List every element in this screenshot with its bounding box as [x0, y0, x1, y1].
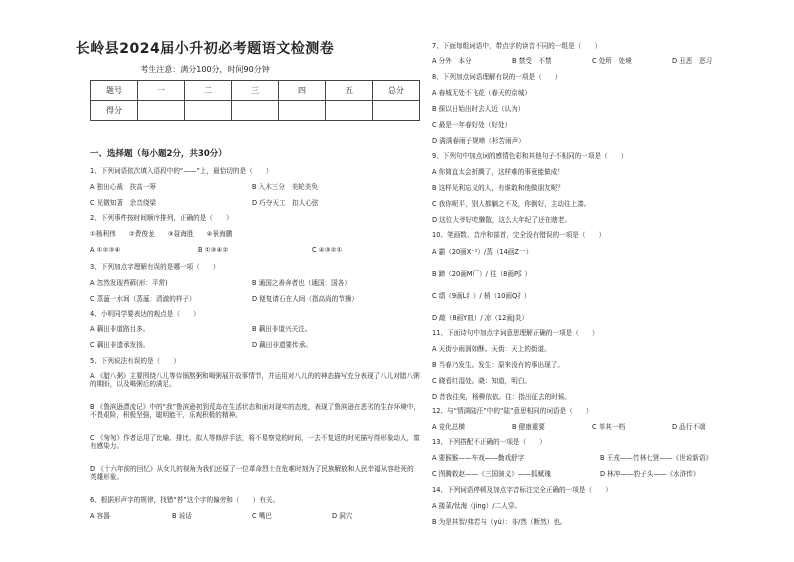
- question-2: 2、下列事件按时间顺序排列，正确的是（ ）: [90, 214, 233, 222]
- score-table: [90, 80, 420, 121]
- option[interactable]: B 探以日始出时去人近（认为）: [432, 105, 525, 113]
- option[interactable]: A 容器: [90, 512, 110, 520]
- option[interactable]: C 图腾救赵——《三国演义》——狐赋瑰: [432, 470, 551, 478]
- option[interactable]: C 《匆匆》作者运用了比喻、排比、拟人等修辞手法，将不易察觉的时间，一去不复返的时光描写得形象动人，富有感染力。: [90, 434, 420, 450]
- score-input-cell[interactable]: [138, 101, 185, 121]
- option[interactable]: D 这位大爷好吃懒散，这么大年纪了还在瞎老。: [432, 216, 572, 224]
- option[interactable]: C 单其一档: [592, 423, 626, 431]
- question-8: 8、下列加点词语理解有误的一项是（ ）: [432, 73, 562, 81]
- option[interactable]: A 春城无处不飞花（春天的京城）: [432, 89, 531, 97]
- table-cell: 总分: [373, 81, 420, 101]
- option[interactable]: D 敲（8画Y⽫）/ 凉（12画J炎）: [432, 314, 528, 322]
- score-input-cell[interactable]: [373, 101, 420, 121]
- option[interactable]: A ①②③④: [90, 246, 121, 254]
- option[interactable]: A 要猴猴——车戏——勤戏舒字: [432, 454, 525, 462]
- option[interactable]: B 禁受 不禁: [512, 57, 552, 65]
- section-heading: 一、选择题（每小题2分，共30分）: [90, 149, 227, 159]
- question-7: 7、下面每组词语中，带点字的读音不同的一组是（ ）: [432, 42, 602, 50]
- option[interactable]: D 《十六年前的回忆》从女儿的视角为我们还原了一位革命烈士在危难时刻为了民族解放和人民幸福从容赴死的英雄形象。: [90, 465, 414, 481]
- option[interactable]: D 丑恶 恶习: [672, 57, 713, 65]
- exam-notice: 考生注意：满分100分，时间90分钟: [140, 65, 270, 74]
- table-cell: 五: [326, 81, 373, 101]
- question-11: 11、下面诗句中加点字词意思理解正确的一项是（ ）: [432, 329, 599, 337]
- option[interactable]: B 健康重要: [512, 423, 545, 431]
- table-row: [91, 81, 420, 101]
- exam-title: 长岭县2024届小升初必考题语文检测卷: [75, 41, 335, 57]
- option[interactable]: A 霸（20画X⁻¹）/蒸（14画Z⁻⁻）: [432, 248, 533, 256]
- option[interactable]: D 洞穴: [332, 512, 353, 520]
- question-6: 6、根据形声字的规律，找错“苔”这个字的偏旁和（ ）有关。: [90, 496, 280, 504]
- option[interactable]: D 满满春雨子规啼（杉苦雨声）: [432, 137, 525, 145]
- table-cell: 题号: [91, 81, 138, 101]
- option[interactable]: B ①③④②: [198, 246, 229, 254]
- question-5: 5、下列说法有误的是（ ）: [90, 357, 180, 365]
- option[interactable]: D 巧夺天工 扣人心弦: [252, 199, 319, 207]
- option[interactable]: B 为是其智/弗若与（yú）：非/然（断然）也。: [432, 518, 567, 526]
- option[interactable]: A 藕田非道路目多。: [90, 325, 150, 333]
- option[interactable]: A 《腊八粥》主要围绕八儿等待锅熬粥和喝粥展开故事情节，并运用对八儿的的神态描写充分表现了八儿对腊八粥的期盼，以及喝粥后的满足。: [90, 372, 420, 388]
- option[interactable]: C ④③②①: [312, 246, 343, 254]
- question-10: 10、笔画数、音序和部首，完全没有错误的一项是（ ）: [432, 231, 606, 239]
- option[interactable]: B 蹄（20画M厂）/ 往（8画P⻖）: [432, 270, 532, 278]
- option[interactable]: A 分外 本分: [432, 57, 472, 65]
- question-12: 12、与“情满陆汪”中的“陆”意思相同的词语是（ ）: [432, 407, 593, 415]
- option[interactable]: D 便复请石在人间（指高尚的节操）: [252, 295, 359, 303]
- option[interactable]: B 通国之善奔者也（通国：国各）: [252, 279, 351, 287]
- option[interactable]: C 蒸蕰一水间（蒸蕰：清澈的样子）: [90, 295, 196, 303]
- option[interactable]: A 忽然发现苔藓(形：平常): [90, 279, 168, 287]
- option[interactable]: C 藕田非遗承发扬。: [90, 341, 150, 349]
- question-2-stem: ①杨利伟 ②费俊龙 ③聂海胜 ④景海鹏: [90, 230, 233, 238]
- option[interactable]: B 这样见利忘义的人，有谁敢和他做朋友呢？: [432, 184, 564, 192]
- option[interactable]: C 最是一年春好处（好处）: [432, 121, 512, 129]
- option[interactable]: B 说话: [172, 512, 192, 520]
- question-13: 13、下列搭配不正确的一项是（ ）: [432, 438, 546, 446]
- table-cell: 得分: [91, 101, 138, 121]
- table-row: [91, 101, 420, 121]
- score-input-cell[interactable]: [185, 101, 232, 121]
- option[interactable]: C 我你呢平，别人都躺之不及，你倒好，主动往上凑。: [432, 200, 591, 208]
- option[interactable]: D 昔我往矣，杨柳依依。往：指出征去的时候。: [432, 393, 572, 401]
- option[interactable]: C 绩（9画L纟）/ 梢（10画Q扌）: [432, 292, 531, 300]
- question-4: 4、小明同学要表达的观点是（ ）: [90, 310, 200, 318]
- option[interactable]: A 搂菜/钛海（jing）/二人穿。: [432, 502, 522, 510]
- question-3: 3、下列加点字理解有误的是哪一项（ ）: [90, 263, 220, 271]
- question-14: 14、下列词语停顿及加点字音标注完全正确的一项是（ ）: [432, 486, 612, 494]
- option[interactable]: C 见微知著 余音绕梁: [90, 199, 157, 207]
- option[interactable]: C 嘴巴: [252, 512, 272, 520]
- option[interactable]: A 竞化总横: [432, 423, 465, 431]
- option[interactable]: A 天街小雨润如酥。天街：天上的街道。: [432, 345, 551, 353]
- option[interactable]: C 处所 处境: [592, 57, 632, 65]
- option[interactable]: B 王戎——竹林七贤——《世说新语》: [600, 454, 713, 462]
- option[interactable]: A 独出心裁 扶高一筹: [90, 183, 156, 191]
- table-cell: 三: [232, 81, 279, 101]
- option[interactable]: B 藕田非道兴关注。: [252, 325, 312, 333]
- table-cell: 四: [279, 81, 326, 101]
- option[interactable]: D 品行不端: [672, 423, 706, 431]
- option[interactable]: C 晓看红湿处。晓：知道，明白。: [432, 377, 532, 385]
- option[interactable]: B 《鲁滨逊漂流记》中的“我”鲁滨逊初到荒岛在生活状态和面对现实的态度，表现了鲁滨逊在恶劣的生存环境中，不畏艰险，积极坚强，聪明能干，乐观积极的精神。: [90, 403, 420, 419]
- table-cell: 二: [185, 81, 232, 101]
- question-9: 9、下列句中加点词的感情色彩和其他句子不相同的一项是（ ）: [432, 152, 628, 160]
- option[interactable]: A 你简直太会折腾了，这样难的事竟能做成！: [432, 168, 564, 176]
- option[interactable]: D 藕田非遗要传承。: [252, 341, 312, 349]
- table-cell: 一: [138, 81, 185, 101]
- option[interactable]: B 当春乃发生。发生：原来没有的事出现了。: [432, 361, 564, 369]
- option[interactable]: B 入木三分 美轮美奂: [252, 183, 318, 191]
- score-input-cell[interactable]: [232, 101, 279, 121]
- question-1: 1、下列词语依次填入语段中的“——”上，最恰切的是（ ）: [90, 167, 273, 175]
- score-input-cell[interactable]: [279, 101, 326, 121]
- score-input-cell[interactable]: [326, 101, 373, 121]
- option[interactable]: D 林冲——豹子头——《水浒传》: [600, 470, 700, 478]
